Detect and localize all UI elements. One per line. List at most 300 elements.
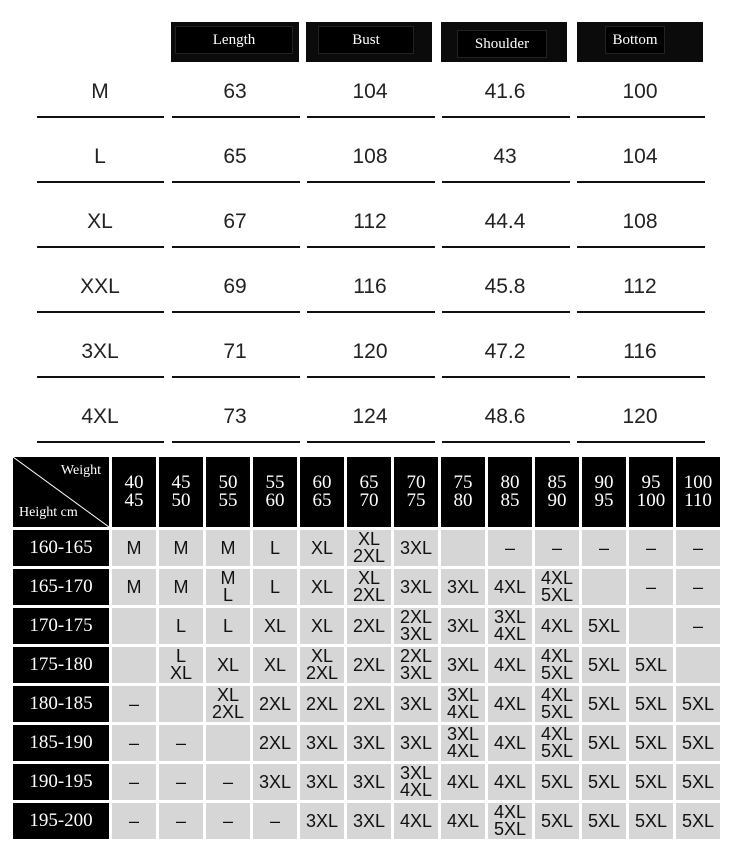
size-cell xyxy=(206,647,250,683)
size-cell xyxy=(206,725,250,761)
row-divider xyxy=(172,441,300,443)
size-cell xyxy=(394,725,438,761)
size-value: L xyxy=(175,615,186,636)
size-value: 3XL xyxy=(446,576,480,597)
weight-range-header xyxy=(159,457,203,527)
height-row xyxy=(13,530,720,566)
size-value: 5XL xyxy=(634,693,668,714)
size-value: 2XL xyxy=(399,646,433,666)
size-value: 3XL xyxy=(305,771,339,792)
weight-min: 75 xyxy=(453,472,473,493)
size-value: 3XL xyxy=(352,810,386,831)
size-label: 4XL xyxy=(81,405,119,428)
size-value: 5XL xyxy=(540,741,574,761)
size-value: 2XL xyxy=(352,654,386,675)
size-cell xyxy=(159,764,203,800)
weight-max: 50 xyxy=(171,490,191,511)
size-cell xyxy=(441,569,485,605)
size-cell xyxy=(629,803,673,839)
size-value: 5XL xyxy=(493,819,527,839)
size-cell xyxy=(253,725,297,761)
col-header-shoulder-label: Shoulder xyxy=(457,30,547,58)
size-value: – xyxy=(128,771,139,792)
size-cell xyxy=(347,803,391,839)
size-value: 5XL xyxy=(634,654,668,675)
measurement-value: 116 xyxy=(623,340,657,363)
weight-min: 85 xyxy=(547,472,567,493)
size-cell xyxy=(488,764,532,800)
size-cell xyxy=(582,530,626,566)
weight-min: 70 xyxy=(406,472,426,493)
size-label: M xyxy=(91,80,109,103)
height-row xyxy=(13,569,720,605)
size-cell xyxy=(394,686,438,722)
size-value: 5XL xyxy=(587,810,621,831)
size-cell xyxy=(300,647,344,683)
row-divider xyxy=(172,311,300,313)
weight-range-header xyxy=(112,457,156,527)
size-value: 2XL xyxy=(305,693,339,714)
size-cell xyxy=(535,530,579,566)
size-value: M xyxy=(173,537,189,558)
row-divider xyxy=(577,311,705,313)
size-value: 2XL xyxy=(352,615,386,636)
row-divider xyxy=(307,246,435,248)
measurement-value: 71 xyxy=(223,340,247,363)
size-value: XL xyxy=(357,568,381,588)
size-value: M xyxy=(220,568,236,588)
size-cell xyxy=(347,764,391,800)
weight-max: 90 xyxy=(547,490,567,511)
measurement-value: 44.4 xyxy=(484,210,526,233)
row-divider xyxy=(172,246,300,248)
size-value: L xyxy=(269,537,280,558)
size-value: 5XL xyxy=(681,771,715,792)
size-cell xyxy=(441,764,485,800)
size-value: – xyxy=(222,810,233,831)
size-value: – xyxy=(128,693,139,714)
size-value: 3XL xyxy=(352,732,386,753)
weight-min: 90 xyxy=(594,472,614,493)
size-cell xyxy=(676,725,720,761)
size-value: 4XL xyxy=(446,741,480,761)
weight-range-header xyxy=(441,457,485,527)
measurement-value: 65 xyxy=(223,145,247,168)
weight-label: Weight xyxy=(60,463,101,478)
size-cell xyxy=(441,803,485,839)
size-value: – xyxy=(645,576,656,597)
size-cell xyxy=(488,569,532,605)
size-value: – xyxy=(222,771,233,792)
size-cell xyxy=(582,608,626,644)
size-value: L xyxy=(222,615,233,636)
size-value: 5XL xyxy=(681,810,715,831)
size-cell xyxy=(629,647,673,683)
size-cell xyxy=(159,569,203,605)
height-range-header: 160-165 xyxy=(13,530,109,566)
size-value: 4XL xyxy=(446,810,480,831)
size-cell xyxy=(159,530,203,566)
size-value: – xyxy=(128,732,139,753)
size-value: 2XL xyxy=(352,693,386,714)
size-cell xyxy=(206,569,250,605)
size-cell xyxy=(394,569,438,605)
weight-min: 40 xyxy=(124,472,144,493)
size-cell xyxy=(441,725,485,761)
size-cell xyxy=(676,764,720,800)
size-value: 3XL xyxy=(399,763,433,783)
size-cell xyxy=(112,725,156,761)
size-cell xyxy=(159,686,203,722)
size-value: 3XL xyxy=(399,624,433,644)
size-cell xyxy=(206,764,250,800)
size-cell xyxy=(488,608,532,644)
size-cell xyxy=(347,530,391,566)
size-cell xyxy=(253,569,297,605)
size-value: 2XL xyxy=(399,607,433,627)
measurement-value: 69 xyxy=(223,275,247,298)
size-label: 3XL xyxy=(81,340,119,363)
weight-range-header xyxy=(347,457,391,527)
size-value: 4XL xyxy=(493,654,527,675)
size-cell xyxy=(394,608,438,644)
size-value: 2XL xyxy=(352,585,386,605)
size-value: 5XL xyxy=(540,663,574,683)
size-value: 4XL xyxy=(540,568,574,588)
measurement-value: 104 xyxy=(622,145,658,168)
size-value: – xyxy=(551,537,562,558)
size-value: – xyxy=(645,537,656,558)
size-cell xyxy=(629,608,673,644)
row-divider xyxy=(307,181,435,183)
size-value: L xyxy=(269,576,280,597)
weight-range-header xyxy=(535,457,579,527)
size-value: 4XL xyxy=(540,724,574,744)
row-divider xyxy=(307,116,435,118)
size-cell xyxy=(300,725,344,761)
measurement-value: 108 xyxy=(352,145,388,168)
size-cell xyxy=(441,686,485,722)
size-value: 4XL xyxy=(399,780,433,800)
col-header-bottom-label: Bottom xyxy=(605,26,665,54)
size-value: 3XL xyxy=(305,810,339,831)
size-value: 3XL xyxy=(352,771,386,792)
height-range-header: 170-175 xyxy=(13,608,109,644)
corner-header xyxy=(13,457,109,527)
weight-range-header xyxy=(253,457,297,527)
row-divider xyxy=(37,311,164,313)
weight-max: 80 xyxy=(453,490,473,511)
row-divider xyxy=(442,376,570,378)
size-cell xyxy=(441,647,485,683)
weight-range-header xyxy=(488,457,532,527)
size-guide-table xyxy=(10,454,723,842)
height-row xyxy=(13,764,720,800)
measurement-value: 47.2 xyxy=(484,340,526,363)
size-cell xyxy=(253,764,297,800)
size-value: XL xyxy=(216,685,240,705)
height-range-header: 165-170 xyxy=(13,569,109,605)
row-divider xyxy=(577,441,705,443)
size-cell xyxy=(347,647,391,683)
measurement-value: 73 xyxy=(223,405,247,428)
size-value: 4XL xyxy=(493,802,527,822)
size-value: 5XL xyxy=(540,585,574,605)
size-cell xyxy=(676,569,720,605)
weight-max: 75 xyxy=(406,490,426,511)
height-label: Height cm xyxy=(19,505,78,520)
row-divider xyxy=(172,181,300,183)
size-value: 2XL xyxy=(258,693,292,714)
measurement-value: 120 xyxy=(352,340,388,363)
height-range-header: 190-195 xyxy=(13,764,109,800)
size-value: 5XL xyxy=(587,654,621,675)
height-range-header: 185-190 xyxy=(13,725,109,761)
row-divider xyxy=(442,181,570,183)
size-value: 4XL xyxy=(493,693,527,714)
row-divider xyxy=(172,376,300,378)
size-cell xyxy=(629,725,673,761)
size-cell xyxy=(488,686,532,722)
row-divider xyxy=(307,441,435,443)
measurement-value: 112 xyxy=(623,275,657,298)
size-cell xyxy=(394,803,438,839)
weight-range-header xyxy=(206,457,250,527)
row-divider xyxy=(442,311,570,313)
size-value: XL xyxy=(263,615,287,636)
size-value: 3XL xyxy=(305,732,339,753)
row-divider xyxy=(577,116,705,118)
size-value: 3XL xyxy=(446,685,480,705)
size-value: XL xyxy=(263,654,287,675)
size-cell xyxy=(488,647,532,683)
row-divider xyxy=(307,376,435,378)
size-cell xyxy=(488,725,532,761)
measurement-value: 63 xyxy=(223,80,247,103)
size-value: XL xyxy=(310,576,334,597)
size-cell xyxy=(206,803,250,839)
weight-min: 95 xyxy=(641,472,661,493)
size-cell xyxy=(676,803,720,839)
size-value: 4XL xyxy=(446,771,480,792)
weight-min: 100 xyxy=(683,472,713,493)
size-cell xyxy=(253,530,297,566)
weight-min: 80 xyxy=(500,472,520,493)
size-label: XL xyxy=(87,210,113,233)
size-value: – xyxy=(128,810,139,831)
size-value: 3XL xyxy=(399,576,433,597)
size-value: 4XL xyxy=(493,576,527,597)
size-value: 5XL xyxy=(540,702,574,722)
size-value: 3XL xyxy=(399,537,433,558)
size-value: 3XL xyxy=(399,732,433,753)
size-value: 5XL xyxy=(540,810,574,831)
size-cell xyxy=(535,569,579,605)
row-divider xyxy=(442,116,570,118)
size-cell xyxy=(535,686,579,722)
size-value: 5XL xyxy=(681,732,715,753)
col-header-length-label: Length xyxy=(175,26,293,54)
measurement-value: 104 xyxy=(352,80,388,103)
size-cell xyxy=(488,803,532,839)
size-value: 3XL xyxy=(446,654,480,675)
size-value: 2XL xyxy=(258,732,292,753)
size-value: 3XL xyxy=(399,693,433,714)
height-range-header: 180-185 xyxy=(13,686,109,722)
size-value: 4XL xyxy=(446,702,480,722)
size-cell xyxy=(159,725,203,761)
height-range-header: 195-200 xyxy=(13,803,109,839)
size-value: 5XL xyxy=(587,771,621,792)
size-cell xyxy=(206,686,250,722)
size-value: – xyxy=(175,771,186,792)
measurement-value: 67 xyxy=(223,210,247,233)
height-row xyxy=(13,647,720,683)
size-cell xyxy=(253,647,297,683)
size-value: – xyxy=(269,810,280,831)
size-cell xyxy=(582,569,626,605)
size-value: 5XL xyxy=(634,771,668,792)
measurement-value: 41.6 xyxy=(484,80,526,103)
weight-header-row xyxy=(13,457,720,527)
size-value: 3XL xyxy=(399,663,433,683)
height-row xyxy=(13,725,720,761)
size-cell xyxy=(347,569,391,605)
size-value: 5XL xyxy=(540,771,574,792)
col-header-bust xyxy=(306,22,432,62)
measurement-value: 108 xyxy=(622,210,658,233)
size-value: XL xyxy=(169,663,193,683)
row-divider xyxy=(37,441,164,443)
size-value: – xyxy=(692,537,703,558)
measurement-value: 48.6 xyxy=(484,405,526,428)
size-cell xyxy=(206,530,250,566)
size-cell xyxy=(535,647,579,683)
weight-range-header xyxy=(394,457,438,527)
weight-max: 85 xyxy=(500,490,520,511)
size-cell xyxy=(300,764,344,800)
size-cell xyxy=(535,764,579,800)
size-value: 4XL xyxy=(493,732,527,753)
size-value: XL xyxy=(310,615,334,636)
size-value: 2XL xyxy=(352,546,386,566)
size-cell xyxy=(629,530,673,566)
size-value: 4XL xyxy=(399,810,433,831)
size-value: 2XL xyxy=(305,663,339,683)
size-value: – xyxy=(692,615,703,636)
size-cell xyxy=(394,530,438,566)
size-value: M xyxy=(126,576,142,597)
size-cell xyxy=(112,530,156,566)
size-value: 5XL xyxy=(634,732,668,753)
size-cell xyxy=(582,686,626,722)
size-cell xyxy=(394,764,438,800)
size-value: M xyxy=(173,576,189,597)
size-cell xyxy=(112,764,156,800)
weight-max: 110 xyxy=(684,490,712,511)
size-cell xyxy=(441,608,485,644)
size-value: L xyxy=(175,646,186,666)
size-cell xyxy=(629,764,673,800)
size-value: L xyxy=(222,585,233,605)
measurement-value: 116 xyxy=(353,275,387,298)
height-row xyxy=(13,608,720,644)
row-divider xyxy=(37,181,164,183)
row-divider xyxy=(37,246,164,248)
size-cell xyxy=(582,647,626,683)
row-divider xyxy=(577,246,705,248)
height-row xyxy=(13,803,720,839)
row-divider xyxy=(307,311,435,313)
size-value: XL xyxy=(310,537,334,558)
weight-max: 60 xyxy=(265,490,285,511)
size-value: 4XL xyxy=(493,624,527,644)
size-value: 5XL xyxy=(587,615,621,636)
size-label: XXL xyxy=(80,275,120,298)
size-cell xyxy=(676,647,720,683)
weight-max: 95 xyxy=(594,490,614,511)
measurement-value: 45.8 xyxy=(484,275,526,298)
measurement-value: 120 xyxy=(622,405,658,428)
size-cell xyxy=(582,725,626,761)
size-value: – xyxy=(175,732,186,753)
size-value: XL xyxy=(310,646,334,666)
size-value: XL xyxy=(357,529,381,549)
weight-min: 45 xyxy=(171,472,191,493)
size-value: 3XL xyxy=(446,724,480,744)
size-cell xyxy=(488,530,532,566)
size-cell xyxy=(535,803,579,839)
col-header-shoulder xyxy=(441,22,567,62)
row-divider xyxy=(577,376,705,378)
measurement-value: 43 xyxy=(493,145,517,168)
size-cell xyxy=(394,647,438,683)
size-value: 5XL xyxy=(587,693,621,714)
size-cell xyxy=(629,569,673,605)
weight-range-header xyxy=(676,457,720,527)
size-value: 4XL xyxy=(540,646,574,666)
size-cell xyxy=(300,569,344,605)
size-cell xyxy=(112,686,156,722)
size-value: 4XL xyxy=(540,685,574,705)
size-value: 3XL xyxy=(493,607,527,627)
size-value: – xyxy=(175,810,186,831)
row-divider xyxy=(442,246,570,248)
size-cell xyxy=(159,608,203,644)
measurement-value: 112 xyxy=(353,210,387,233)
size-cell xyxy=(347,686,391,722)
row-divider xyxy=(577,181,705,183)
size-value: 5XL xyxy=(587,732,621,753)
col-header-bust-label: Bust xyxy=(318,26,414,54)
size-cell xyxy=(300,803,344,839)
size-value: 3XL xyxy=(446,615,480,636)
size-cell xyxy=(159,803,203,839)
size-cell xyxy=(582,764,626,800)
size-cell xyxy=(253,803,297,839)
row-divider xyxy=(172,116,300,118)
size-value: 2XL xyxy=(211,702,245,722)
size-cell xyxy=(112,647,156,683)
row-divider xyxy=(442,441,570,443)
size-cell xyxy=(300,686,344,722)
size-cell xyxy=(676,686,720,722)
size-cell xyxy=(629,686,673,722)
weight-max: 100 xyxy=(636,490,666,511)
size-value: 5XL xyxy=(681,693,715,714)
measurement-value: 100 xyxy=(622,80,658,103)
measurement-value: 124 xyxy=(352,405,388,428)
